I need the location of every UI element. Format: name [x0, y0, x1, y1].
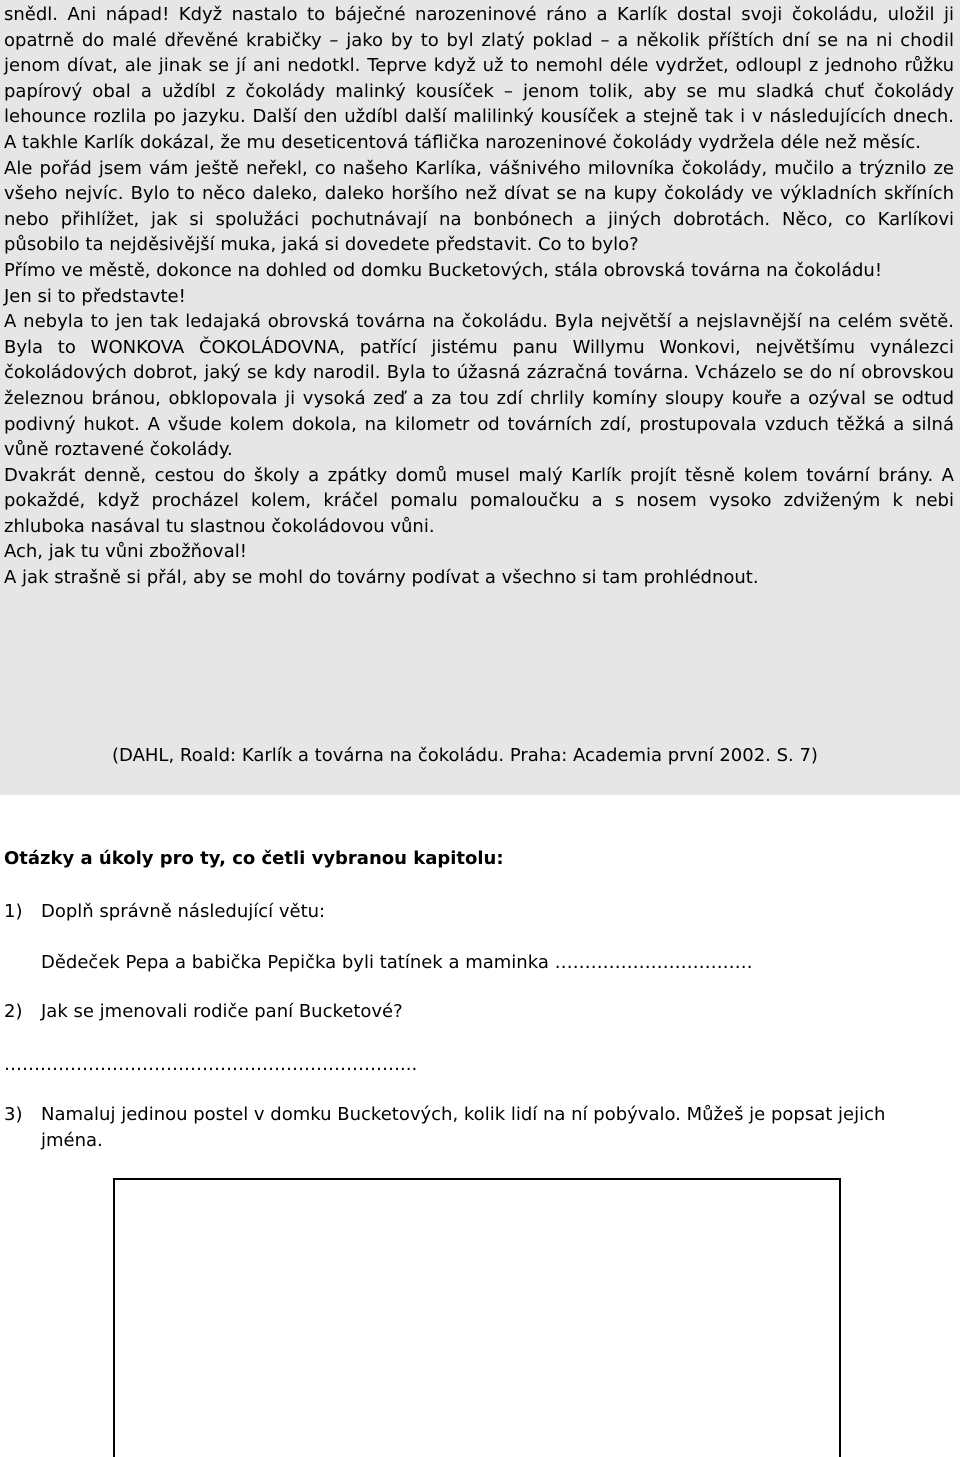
question-number: 1) [4, 901, 23, 922]
excerpt-paragraph: Ale pořád jsem vám ještě neřekl, co našeho Karlíka, vášnivého milovníka čokolády, mučilo a trýznilo ze všeho nejvíc. Bylo to něco daleko, daleko horšího než dívat se na kupy čokolády ve výkladních skříních nebo přihlížet, jak si spolužáci pochutnávají na bonbónech a jiných dobrotách. Něco, co Karlíkovi působilo ta nejděsivější muka, jaká si dovedete představit. Co to bylo? [4, 157, 954, 256]
excerpt-paragraph: A nebyla to jen tak ledajaká obrovská továrna na čokoládu. Byla největší a nejslavnější na celém světě. Byla to WONKOVA ČOKOLÁDOVNA, patřící jistému panu Willymu Wonkovi, největšímu vynálezci čokoládových dobrot, jaký se kdy narodil. Byla to úžasná zázračná továrna. Vcházelo se do ní obrovskou železnou bránou, obklopovala ji vysoká zeď a za tou zdí chrlily komíny sloupy kouře a ozýval se odtud podivný hukot. A všude kolem dokola, na kilometr od továrních zdí, prostupovala vzduch těžká a silná vůně roztavené čokolády. [4, 311, 954, 461]
excerpt-text [4, 2, 954, 591]
question-number: 3) [4, 1104, 23, 1125]
questions-heading: Otázky a úkoly pro ty, co četli vybranou kapitolu: [4, 848, 504, 869]
question-number: 2) [4, 1001, 23, 1022]
answer-line-2[interactable]: …………………………………………………………... [4, 1054, 418, 1075]
excerpt-paragraph: Ach, jak tu vůni zbožňoval! [4, 541, 247, 563]
question-text: Namaluj jedinou postel v domku Bucketových, kolik lidí na ní pobývalo. Můžeš je popsat jejich jména. [41, 1104, 886, 1151]
excerpt-paragraph: Přímo ve městě, dokonce na dohled od domku Bucketových, stála obrovská továrna na čokoládu! [4, 259, 883, 281]
excerpt-paragraph: Jen si to představte! [4, 285, 186, 307]
excerpt-paragraph: A jak strašně si přál, aby se mohl do továrny podívat a všechno si tam prohlédnout. [4, 567, 759, 589]
excerpt-paragraph: Dvakrát denně, cestou do školy a zpátky domů musel malý Karlík projít těsně kolem tovární brány. A pokaždé, když procházel kolem, kráčel pomalu pomaloučku a s nosem vysoko zdviženým k nebi zhluboka nasával tu slastnou čokoládovou vůni. [4, 464, 954, 537]
excerpt-paragraph: snědl. Ani nápad! Když nastalo to báječné narozeninové ráno a Karlík dostal svoji čokoládu, uložil ji opatrně do malé dřevěné krabičky – jako by to byl zlatý poklad – a několik příštích dní se na ni chodil jenom dívat, ale jinak se jí ani nedotkl. Teprve když už to nemohl déle vydržet, odloupl z jednoho růžku papírový obal a uždíbl z čokolády malinký kousíček – jenom tolik, aby se mu sladká chuť čokolády lehounce rozlila po jazyku. Další den uždíbl další malilinký kousíček a stejně tak i v následujících dnech. A takhle Karlík dokázal, že mu deseticentová táflička narozeninové čokolády vydržela déle než měsíc. [4, 4, 954, 153]
source-citation: (DAHL, Roald: Karlík a továrna na čokoládu. Praha: Academia první 2002. S. 7) [112, 745, 818, 766]
question-text: Doplň správně následující větu: [41, 901, 326, 922]
drawing-area[interactable] [113, 1178, 841, 1457]
answer-line-1[interactable]: Dědeček Pepa a babička Pepička byli tatínek a maminka …………………………… [41, 952, 753, 973]
question-text: Jak se jmenovali rodiče paní Bucketové? [41, 1001, 403, 1022]
